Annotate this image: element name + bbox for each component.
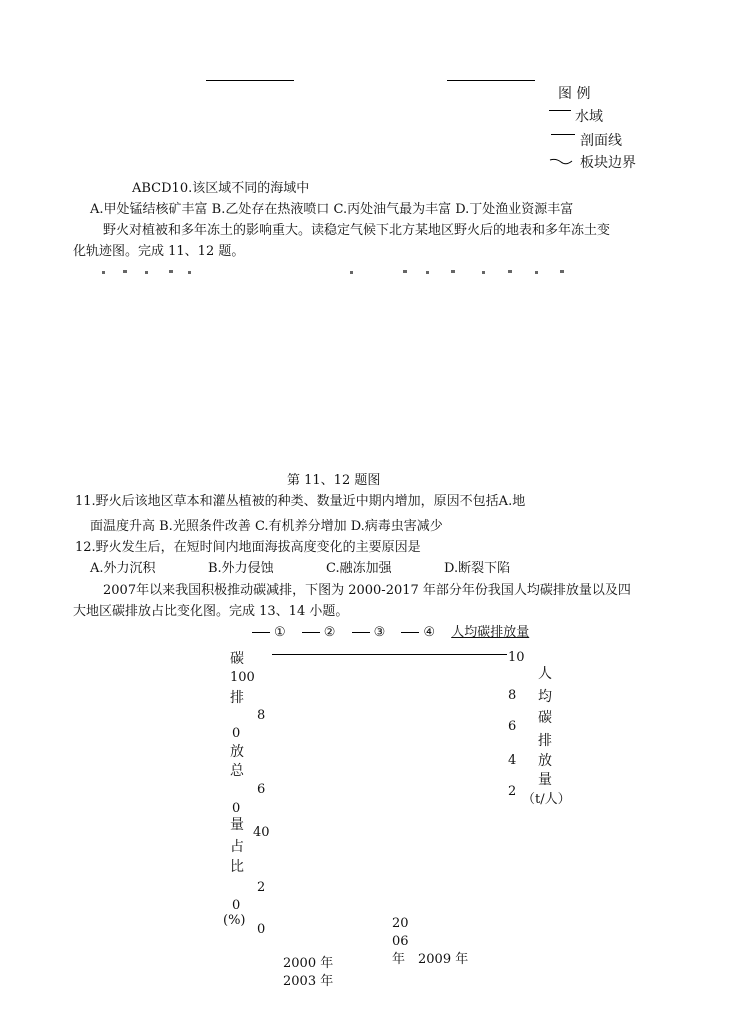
answer-blank-2 (447, 80, 535, 81)
x-label-2006-part1: 20 (392, 916, 409, 931)
question-10-stem: ABCD10.该区域不同的海域中 (132, 181, 310, 196)
left-tick-2: 8 (257, 708, 266, 723)
legend-series-3: ③ (373, 625, 386, 640)
x-label-2006-part3: 年 (392, 952, 406, 967)
left-tick-5: 0 (232, 801, 241, 816)
left-tick-4: 6 (257, 782, 266, 797)
left-tick-8: 0 (232, 898, 241, 913)
legend-item-plate-boundary: 板块边界 (580, 155, 636, 171)
series-3-symbol (352, 632, 370, 633)
question-12-option-c: C.融冻加强 (326, 561, 392, 576)
left-axis-char-1: 碳 (230, 651, 244, 667)
plot-top-line (272, 654, 507, 655)
legend-series-2: ② (323, 625, 336, 640)
left-tick-1: 100 (230, 670, 255, 685)
right-tick-6: 6 (508, 719, 517, 734)
intro-13-14-line1: 2007年以来我国积极推动碳减排，下图为 2000-2017 年部分年份我国人均碳排放量以及四 (103, 583, 631, 598)
legend-per-capita: 人均碳排放量 (451, 625, 530, 640)
series-1-symbol (252, 632, 270, 633)
question-12-option-a: A.外力沉积 (90, 561, 156, 576)
right-axis-unit: （t/人） (522, 792, 571, 807)
left-axis-char-2: 排 (230, 690, 244, 706)
left-tick-9: 0 (257, 922, 266, 937)
right-axis-char-4: 排 (538, 733, 552, 749)
x-label-2003: 2003 年 (283, 974, 334, 989)
answer-blank-1 (206, 80, 294, 81)
intro-13-14-line2: 大地区碳排放占比变化图。完成 13、14 小题。 (73, 604, 349, 619)
right-axis-char-2: 均 (538, 689, 552, 705)
right-axis-char-1: 人 (538, 666, 552, 682)
left-axis-char-4: 总 (230, 763, 244, 779)
right-axis-char-3: 碳 (538, 710, 552, 726)
intro-11-12-line2: 化轨迹图。完成 11、12 题。 (73, 244, 245, 259)
left-tick-7: 2 (257, 880, 266, 895)
question-11-line2: 面温度升高 B.光照条件改善 C.有机养分增加 D.病毒虫害减少 (90, 519, 443, 534)
question-12-stem: 12.野火发生后，在短时间内地面海拔高度变化的主要原因是 (75, 540, 421, 555)
legend-item-water: 水域 (575, 109, 603, 125)
figure-caption: 第 11、12 题图 (287, 473, 381, 488)
question-12-option-d: D.断裂下陷 (444, 561, 511, 576)
question-12-option-b: B.外力侵蚀 (208, 561, 274, 576)
left-axis-unit: (%) (223, 913, 246, 928)
x-label-2006-part2: 06 (392, 934, 409, 949)
legend-series-1: ① (274, 625, 286, 640)
series-2-symbol (302, 632, 320, 633)
figure-residue (90, 269, 590, 277)
left-axis-char-5: 量 (230, 817, 244, 833)
x-label-2009: 2009 年 (418, 952, 469, 967)
legend-item-profile: 剖面线 (580, 133, 622, 149)
left-tick-3: 0 (232, 726, 241, 741)
plate-boundary-legend-icon (549, 156, 573, 168)
legend-title: 图 例 (558, 86, 591, 102)
question-11-line1: 11.野火后该地区草本和灌丛植被的种类、数量近中期内增加，原因不包括A.地 (75, 494, 526, 509)
right-tick-10: 10 (508, 650, 525, 665)
intro-11-12-line1: 野火对植被和多年冻土的影响重大。读稳定气候下北方某地区野火后的地表和多年冻土变 (103, 223, 611, 238)
profile-line-legend-symbol (551, 134, 575, 135)
left-tick-6: 40 (253, 825, 270, 840)
right-axis-char-5: 放 (538, 753, 552, 769)
right-tick-8: 8 (508, 688, 517, 703)
series-4-symbol (401, 632, 419, 633)
left-axis-char-3: 放 (230, 744, 244, 760)
x-label-2000: 2000 年 (283, 956, 334, 971)
right-tick-4: 4 (508, 753, 517, 768)
chart-legend (252, 625, 529, 641)
right-tick-2: 2 (508, 784, 517, 799)
water-legend-symbol (549, 110, 571, 111)
left-axis-char-6: 占 (230, 839, 244, 855)
left-axis-char-7: 比 (230, 859, 244, 875)
legend-series-4: ④ (423, 625, 436, 640)
right-axis-char-6: 量 (538, 772, 552, 788)
question-10-options: A.甲处锰结核矿丰富 B.乙处存在热液喷口 C.丙处油气最为丰富 D.丁处渔业资源丰富 (90, 202, 574, 217)
